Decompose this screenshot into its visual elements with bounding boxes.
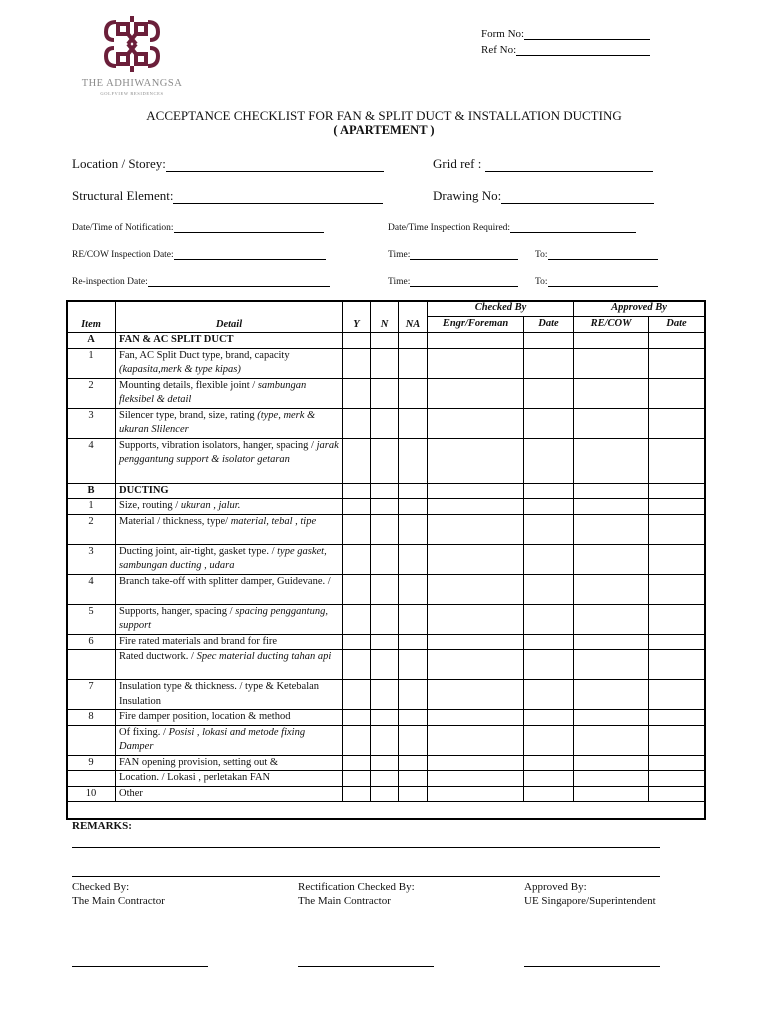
n-cell[interactable] bbox=[371, 604, 399, 634]
row-detail-text: Location. / Lokasi , perletakan FAN bbox=[119, 772, 271, 783]
row-item-number: 1 bbox=[67, 348, 116, 378]
grid-ref-field[interactable] bbox=[433, 156, 653, 172]
time-field-1[interactable] bbox=[388, 249, 518, 260]
page-title: ACCEPTANCE CHECKLIST FOR FAN & SPLIT DUCT & INSTALLATION DUCTING bbox=[146, 108, 622, 123]
header-n: N bbox=[371, 301, 399, 333]
row-item-number bbox=[67, 650, 116, 680]
n-cell[interactable] bbox=[371, 634, 399, 650]
structural-element-line bbox=[173, 191, 383, 204]
row-item-number: 6 bbox=[67, 634, 116, 650]
checked-date-cell[interactable] bbox=[524, 348, 574, 378]
engr-cell[interactable] bbox=[428, 514, 524, 544]
engr-cell[interactable] bbox=[428, 634, 524, 650]
na-cell[interactable] bbox=[399, 634, 428, 650]
row-detail bbox=[116, 574, 343, 604]
approved-date-cell[interactable] bbox=[649, 378, 705, 408]
row-detail-text: FAN opening provision, setting out & bbox=[119, 756, 279, 768]
checked-date-cell[interactable] bbox=[524, 680, 574, 710]
row-detail bbox=[116, 786, 343, 802]
row-detail-italic: ukuran , jalur. bbox=[180, 500, 241, 511]
checked-date-cell[interactable] bbox=[524, 604, 574, 634]
y-cell[interactable] bbox=[343, 604, 371, 634]
structural-element-label: Structural Element: bbox=[72, 188, 174, 203]
table-row bbox=[67, 499, 705, 515]
approved-date-cell[interactable] bbox=[649, 333, 705, 349]
y-cell[interactable] bbox=[343, 725, 371, 755]
engr-cell[interactable] bbox=[428, 680, 524, 710]
signature-checked-by bbox=[72, 880, 165, 908]
y-cell[interactable] bbox=[343, 710, 371, 726]
recow-date-field[interactable] bbox=[72, 249, 326, 260]
row-detail-italic: Posisi , lokasi and metode fixing Damper bbox=[119, 726, 306, 752]
checked-date-cell[interactable] bbox=[524, 544, 574, 574]
y-cell[interactable] bbox=[343, 499, 371, 515]
table-row bbox=[67, 348, 705, 378]
signature-approved-by-party: UE Singapore/Superintendent bbox=[524, 895, 656, 907]
form-no-field[interactable] bbox=[481, 28, 650, 40]
time-label-1: Time: bbox=[388, 250, 411, 260]
na-cell[interactable] bbox=[399, 725, 428, 755]
recow-cell[interactable] bbox=[574, 514, 649, 544]
table-row bbox=[67, 786, 705, 802]
row-item-number: 2 bbox=[67, 514, 116, 544]
inspection-required-label: Date/Time Inspection Required: bbox=[388, 223, 511, 233]
page-subtitle: ( APARTEMENT ) bbox=[333, 123, 435, 137]
row-detail-italic: type gasket, sambungan ducting , udara bbox=[119, 545, 327, 571]
n-cell[interactable] bbox=[371, 499, 399, 515]
reinspection-date-label: Re-inspection Date: bbox=[72, 277, 148, 287]
row-detail-text: Branch take-off with splitter damper, Guidevane. / bbox=[119, 575, 331, 587]
approved-date-cell[interactable] bbox=[649, 514, 705, 544]
na-cell[interactable] bbox=[399, 710, 428, 726]
row-detail bbox=[116, 755, 343, 771]
row-detail-text: Silencer type, brand, size, rating bbox=[119, 409, 255, 421]
ref-no-line bbox=[516, 45, 650, 56]
recow-cell[interactable] bbox=[574, 634, 649, 650]
time-line-2 bbox=[410, 276, 518, 287]
n-cell[interactable] bbox=[371, 755, 399, 771]
na-cell[interactable] bbox=[399, 650, 428, 680]
checked-date-cell[interactable] bbox=[524, 438, 574, 483]
form-no-label: Form No: bbox=[481, 28, 525, 40]
table-row bbox=[67, 771, 705, 787]
recow-cell[interactable] bbox=[574, 544, 649, 574]
row-detail-text: DUCTING bbox=[119, 484, 169, 496]
header-na: NA bbox=[399, 301, 428, 333]
y-cell[interactable] bbox=[343, 514, 371, 544]
checked-date-cell[interactable] bbox=[524, 333, 574, 349]
inspection-required-field[interactable] bbox=[388, 222, 636, 233]
signature-rectification bbox=[298, 880, 415, 908]
n-cell[interactable] bbox=[371, 680, 399, 710]
row-item-number: 10 bbox=[67, 786, 116, 802]
y-cell[interactable] bbox=[343, 544, 371, 574]
row-detail-text: Ducting joint, air-tight, gasket type. / bbox=[119, 545, 275, 557]
header-checked-by: Checked By bbox=[428, 301, 574, 317]
header-engr-foreman: Engr/Foreman bbox=[428, 317, 524, 333]
row-detail-text: Mounting details, flexible joint / bbox=[119, 379, 256, 391]
row-detail bbox=[116, 499, 343, 515]
table-row bbox=[67, 574, 705, 604]
n-cell[interactable] bbox=[371, 574, 399, 604]
n-cell[interactable] bbox=[371, 333, 399, 349]
header-approved-date: Date bbox=[649, 317, 705, 333]
time-label-2: Time: bbox=[388, 277, 411, 287]
engr-cell[interactable] bbox=[428, 650, 524, 680]
row-detail-italic: (kapasita,merk & type kipas) bbox=[119, 364, 241, 375]
checked-date-cell[interactable] bbox=[524, 574, 574, 604]
engr-cell[interactable] bbox=[428, 771, 524, 787]
approved-date-cell[interactable] bbox=[649, 786, 705, 802]
na-cell[interactable] bbox=[399, 438, 428, 483]
drawing-no-line bbox=[501, 191, 654, 204]
row-detail bbox=[116, 650, 343, 680]
remarks-label: REMARKS: bbox=[72, 820, 132, 832]
row-detail-text: Other bbox=[119, 787, 143, 799]
table-row bbox=[67, 725, 705, 755]
to-field-1[interactable] bbox=[535, 249, 658, 260]
approved-date-cell[interactable] bbox=[649, 725, 705, 755]
n-cell[interactable] bbox=[371, 650, 399, 680]
to-line-2 bbox=[548, 276, 658, 287]
notification-date-line bbox=[174, 222, 324, 233]
approved-date-cell[interactable] bbox=[649, 499, 705, 515]
recow-cell[interactable] bbox=[574, 710, 649, 726]
engr-cell[interactable] bbox=[428, 408, 524, 438]
logo-subtitle: GOLFVIEW RESIDENCES bbox=[100, 91, 164, 96]
approved-date-cell[interactable] bbox=[649, 483, 705, 499]
n-cell[interactable] bbox=[371, 725, 399, 755]
engr-cell[interactable] bbox=[428, 348, 524, 378]
y-cell[interactable] bbox=[343, 438, 371, 483]
structural-element-field[interactable] bbox=[72, 188, 383, 204]
na-cell[interactable] bbox=[399, 333, 428, 349]
recow-cell[interactable] bbox=[574, 378, 649, 408]
row-detail-italic: (type, merk & ukuran Slilencer bbox=[119, 409, 316, 435]
na-cell[interactable] bbox=[399, 483, 428, 499]
row-detail-text: Size, routing / bbox=[119, 500, 179, 511]
checked-date-cell[interactable] bbox=[524, 634, 574, 650]
engr-cell[interactable] bbox=[428, 725, 524, 755]
checked-date-cell[interactable] bbox=[524, 408, 574, 438]
approved-date-cell[interactable] bbox=[649, 604, 705, 634]
checked-date-cell[interactable] bbox=[524, 499, 574, 515]
engr-cell[interactable] bbox=[428, 544, 524, 574]
n-cell[interactable] bbox=[371, 786, 399, 802]
signature-approved-by-label: Approved By: bbox=[524, 881, 587, 893]
engr-cell[interactable] bbox=[428, 574, 524, 604]
row-detail bbox=[116, 710, 343, 726]
n-cell[interactable] bbox=[371, 438, 399, 483]
row-detail-text: FAN & AC SPLIT DUCT bbox=[119, 334, 234, 345]
row-detail-text: Supports, vibration isolators, hanger, spacing / bbox=[119, 439, 314, 451]
y-cell[interactable] bbox=[343, 634, 371, 650]
recow-cell[interactable] bbox=[574, 348, 649, 378]
checked-date-cell[interactable] bbox=[524, 378, 574, 408]
row-detail bbox=[116, 408, 343, 438]
row-detail bbox=[116, 514, 343, 544]
row-detail bbox=[116, 333, 343, 349]
y-cell[interactable] bbox=[343, 786, 371, 802]
location-label: Location / Storey: bbox=[72, 156, 166, 171]
signature-line-3[interactable] bbox=[524, 966, 660, 967]
table-row bbox=[67, 755, 705, 771]
row-item-number: 9 bbox=[67, 755, 116, 771]
recow-date-label: RE/COW Inspection Date: bbox=[72, 250, 174, 260]
row-item-number: 3 bbox=[67, 408, 116, 438]
signature-line-1[interactable] bbox=[72, 966, 208, 967]
engr-cell[interactable] bbox=[428, 378, 524, 408]
to-label-1: To: bbox=[535, 250, 548, 260]
table-row bbox=[67, 378, 705, 408]
to-line-1 bbox=[548, 249, 658, 260]
row-detail-italic: material, tebal , tipe bbox=[230, 515, 317, 527]
table-row bbox=[67, 650, 705, 680]
time-field-2[interactable] bbox=[388, 276, 518, 287]
location-field[interactable] bbox=[72, 156, 384, 172]
signature-checked-by-label: Checked By: bbox=[72, 881, 130, 893]
approved-date-cell[interactable] bbox=[649, 710, 705, 726]
checked-date-cell[interactable] bbox=[524, 514, 574, 544]
y-cell[interactable] bbox=[343, 755, 371, 771]
row-detail-text: Fire rated materials and brand for fire bbox=[119, 635, 278, 647]
engr-cell[interactable] bbox=[428, 333, 524, 349]
recow-cell[interactable] bbox=[574, 680, 649, 710]
notification-date-field[interactable] bbox=[72, 222, 324, 233]
section-row bbox=[67, 333, 705, 349]
recow-cell[interactable] bbox=[574, 725, 649, 755]
na-cell[interactable] bbox=[399, 786, 428, 802]
ref-no-label: Ref No: bbox=[481, 44, 517, 56]
row-detail bbox=[116, 725, 343, 755]
row-detail-italic: jarak penggantung support & isolator getaran bbox=[119, 439, 339, 465]
table-row bbox=[67, 710, 705, 726]
row-item-number: 2 bbox=[67, 378, 116, 408]
row-detail bbox=[116, 634, 343, 650]
reinspection-date-field[interactable] bbox=[72, 276, 330, 287]
y-cell[interactable] bbox=[343, 333, 371, 349]
approved-date-cell[interactable] bbox=[649, 348, 705, 378]
row-item-number: B bbox=[67, 483, 116, 499]
engr-cell[interactable] bbox=[428, 438, 524, 483]
row-detail bbox=[116, 771, 343, 787]
signature-rectification-party: The Main Contractor bbox=[298, 895, 391, 907]
engr-cell[interactable] bbox=[428, 755, 524, 771]
row-item-number: A bbox=[67, 333, 116, 349]
header-approved-by: Approved By bbox=[574, 301, 705, 317]
inspection-required-line bbox=[510, 222, 636, 233]
row-detail-italic: spacing penggantung, support bbox=[119, 605, 328, 631]
na-cell[interactable] bbox=[399, 604, 428, 634]
recow-cell[interactable] bbox=[574, 650, 649, 680]
approved-date-cell[interactable] bbox=[649, 680, 705, 710]
row-detail-text: Fan, AC Split Duct type, brand, capacity bbox=[119, 349, 290, 361]
recow-cell[interactable] bbox=[574, 483, 649, 499]
row-detail-text: Fire damper position, location & method bbox=[119, 711, 291, 722]
row-item-number bbox=[67, 771, 116, 787]
y-cell[interactable] bbox=[343, 650, 371, 680]
approved-date-cell[interactable] bbox=[649, 408, 705, 438]
engr-cell[interactable] bbox=[428, 786, 524, 802]
approved-date-cell[interactable] bbox=[649, 634, 705, 650]
section-row bbox=[67, 483, 705, 499]
row-detail bbox=[116, 378, 343, 408]
notification-date-label: Date/Time of Notification: bbox=[72, 223, 174, 233]
table-row bbox=[67, 544, 705, 574]
ref-no-field[interactable] bbox=[481, 44, 650, 56]
recow-cell[interactable] bbox=[574, 438, 649, 483]
n-cell[interactable] bbox=[371, 348, 399, 378]
approved-date-cell[interactable] bbox=[649, 438, 705, 483]
time-line-1 bbox=[410, 249, 518, 260]
row-detail-italic: Spec material ducting tahan api bbox=[196, 651, 332, 662]
n-cell[interactable] bbox=[371, 710, 399, 726]
remarks-line-1[interactable] bbox=[72, 847, 660, 848]
row-detail bbox=[116, 348, 343, 378]
remarks-line-2[interactable] bbox=[72, 876, 660, 877]
logo-name: THE ADHIWANGSA bbox=[81, 78, 183, 89]
company-logo bbox=[72, 8, 192, 108]
grid-ref-label: Grid ref : bbox=[433, 156, 482, 171]
n-cell[interactable] bbox=[371, 514, 399, 544]
header-item: Item bbox=[67, 301, 116, 333]
row-detail-text: Of fixing. / bbox=[119, 726, 166, 738]
to-field-2[interactable] bbox=[535, 276, 658, 287]
n-cell[interactable] bbox=[371, 544, 399, 574]
logo-emblem-icon bbox=[72, 8, 192, 76]
row-detail bbox=[116, 680, 343, 710]
na-cell[interactable] bbox=[399, 514, 428, 544]
checked-date-cell[interactable] bbox=[524, 755, 574, 771]
table-row bbox=[67, 408, 705, 438]
y-cell[interactable] bbox=[343, 348, 371, 378]
y-cell[interactable] bbox=[343, 408, 371, 438]
recow-cell[interactable] bbox=[574, 574, 649, 604]
n-cell[interactable] bbox=[371, 483, 399, 499]
to-label-2: To: bbox=[535, 277, 548, 287]
engr-cell[interactable] bbox=[428, 483, 524, 499]
recow-cell[interactable] bbox=[574, 604, 649, 634]
row-item-number bbox=[67, 725, 116, 755]
na-cell[interactable] bbox=[399, 408, 428, 438]
n-cell[interactable] bbox=[371, 378, 399, 408]
signature-line-2[interactable] bbox=[298, 966, 434, 967]
row-detail bbox=[116, 483, 343, 499]
table-row bbox=[67, 604, 705, 634]
n-cell[interactable] bbox=[371, 408, 399, 438]
engr-cell[interactable] bbox=[428, 499, 524, 515]
row-detail-italic: sambungan fleksibel & detail bbox=[119, 379, 307, 405]
header-detail: Detail bbox=[116, 301, 343, 333]
row-detail-text: Rated ductwork. / bbox=[119, 651, 194, 662]
row-detail bbox=[116, 438, 343, 483]
form-no-line bbox=[524, 29, 650, 40]
header-y: Y bbox=[343, 301, 371, 333]
na-cell[interactable] bbox=[399, 755, 428, 771]
row-item-number: 7 bbox=[67, 680, 116, 710]
recow-cell[interactable] bbox=[574, 755, 649, 771]
row-item-number: 1 bbox=[67, 499, 116, 515]
na-cell[interactable] bbox=[399, 499, 428, 515]
recow-cell[interactable] bbox=[574, 408, 649, 438]
approved-date-cell[interactable] bbox=[649, 574, 705, 604]
approved-date-cell[interactable] bbox=[649, 771, 705, 787]
checked-date-cell[interactable] bbox=[524, 483, 574, 499]
checked-date-cell[interactable] bbox=[524, 650, 574, 680]
recow-cell[interactable] bbox=[574, 771, 649, 787]
y-cell[interactable] bbox=[343, 483, 371, 499]
row-detail-text: Material / thickness, type/ bbox=[119, 515, 229, 527]
approved-date-cell[interactable] bbox=[649, 544, 705, 574]
table-row bbox=[67, 438, 705, 483]
na-cell[interactable] bbox=[399, 771, 428, 787]
recow-date-line bbox=[174, 249, 326, 260]
table-row bbox=[67, 680, 705, 710]
drawing-no-field[interactable] bbox=[433, 188, 654, 204]
checked-date-cell[interactable] bbox=[524, 786, 574, 802]
row-item-number: 5 bbox=[67, 604, 116, 634]
y-cell[interactable] bbox=[343, 378, 371, 408]
row-item-number: 4 bbox=[67, 574, 116, 604]
grid-ref-line bbox=[485, 159, 653, 172]
checked-date-cell[interactable] bbox=[524, 725, 574, 755]
signature-checked-by-party: The Main Contractor bbox=[72, 895, 165, 907]
signature-rectification-label: Rectification Checked By: bbox=[298, 881, 415, 893]
signature-approved-by bbox=[524, 880, 656, 908]
checked-date-cell[interactable] bbox=[524, 710, 574, 726]
header-checked-date: Date bbox=[524, 317, 574, 333]
row-detail bbox=[116, 604, 343, 634]
y-cell[interactable] bbox=[343, 771, 371, 787]
row-item-number: 8 bbox=[67, 710, 116, 726]
y-cell[interactable] bbox=[343, 574, 371, 604]
na-cell[interactable] bbox=[399, 574, 428, 604]
drawing-no-label: Drawing No: bbox=[433, 188, 502, 203]
location-line bbox=[166, 159, 384, 172]
engr-cell[interactable] bbox=[428, 604, 524, 634]
row-item-number: 3 bbox=[67, 544, 116, 574]
row-detail-text: Insulation type & thickness. / type & Ketebalan Insulation bbox=[119, 681, 320, 707]
na-cell[interactable] bbox=[399, 680, 428, 710]
approved-date-cell[interactable] bbox=[649, 755, 705, 771]
checked-date-cell[interactable] bbox=[524, 771, 574, 787]
table-row bbox=[67, 514, 705, 544]
reinspection-date-line bbox=[148, 276, 330, 287]
checklist-table bbox=[66, 300, 705, 802]
engr-cell[interactable] bbox=[428, 710, 524, 726]
row-detail-text: Supports, hanger, spacing / bbox=[119, 605, 233, 617]
y-cell[interactable] bbox=[343, 680, 371, 710]
recow-cell[interactable] bbox=[574, 333, 649, 349]
row-item-number: 4 bbox=[67, 438, 116, 483]
na-cell[interactable] bbox=[399, 544, 428, 574]
n-cell[interactable] bbox=[371, 771, 399, 787]
recow-cell[interactable] bbox=[574, 499, 649, 515]
recow-cell[interactable] bbox=[574, 786, 649, 802]
na-cell[interactable] bbox=[399, 348, 428, 378]
table-row bbox=[67, 634, 705, 650]
row-detail bbox=[116, 544, 343, 574]
header-recow: RE/COW bbox=[574, 317, 649, 333]
na-cell[interactable] bbox=[399, 378, 428, 408]
approved-date-cell[interactable] bbox=[649, 650, 705, 680]
